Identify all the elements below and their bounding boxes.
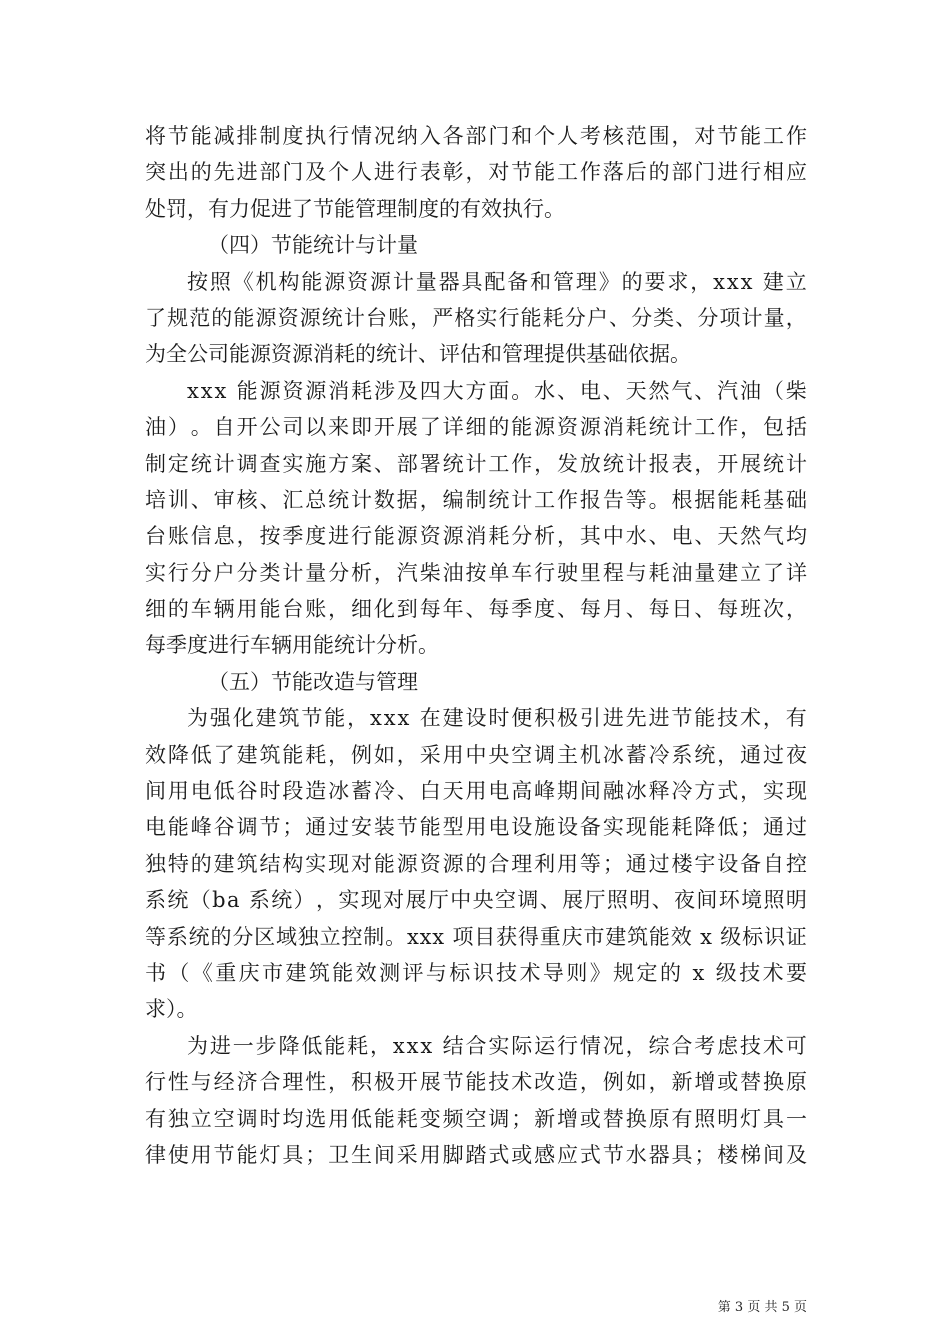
text-line: 制 定 统 计 调 查 实 施 方 案 、 部 署 统 计 工 作 ， 发 放 统 计 报 表 ， 开 展 统 计 [145, 451, 807, 476]
text-line: 为 进 一 步 降 低 能 耗 ， x x x 结 合 实 际 运 行 情 况 ， 综 合 考 虑 技 术 可 [187, 1033, 807, 1058]
text-line: 了 规 范 的 能 源 资 源 统 计 台 账 ， 严 格 实 行 能 耗 分 户 、 分 类 、 分 项 计 量 ， [145, 305, 807, 330]
text-line: 按 照 《 机 构 能 源 资 源 计 量 器 具 配 备 和 管 理 》 的 要 求 ， x x x 建 立 [187, 269, 807, 294]
text-line: 行 性 与 经 济 合 理 性 ， 积 极 开 展 节 能 技 术 改 造 ， 例 如 ， 新 增 或 替 换 原 [145, 1070, 807, 1095]
text-line: 等 系 统 的 分 区 域 独 立 控 制 。 x x x 项 目 获 得 重 庆 市 建 筑 能 效 x 级 标 识 证 [145, 924, 807, 949]
text-line: 处罚，有力促进了节能管理制度的有效执行。 [145, 196, 565, 221]
section-heading: （五）节能改造与管理 [208, 669, 418, 694]
text-line: 细 的 车 辆 用 能 台 账 ， 细 化 到 每 年 、 每 季 度 、 每 月 、 每 日 、 每 班 次 ， [145, 597, 807, 622]
text-line: 电 能 峰 谷 调 节 ； 通 过 安 装 节 能 型 用 电 设 施 设 备 实 现 能 耗 降 低 ； 通 过 [145, 815, 807, 840]
text-line: 突 出 的 先 进 部 门 及 个 人 进 行 表 彰 ， 对 节 能 工 作 落 后 的 部 门 进 行 相 应 [145, 160, 807, 185]
text-line: 律 使 用 节 能 灯 具 ； 卫 生 间 采 用 脚 踏 式 或 感 应 式 节 水 器 具 ； 楼 梯 间 及 [145, 1142, 807, 1167]
text-line: 独 特 的 建 筑 结 构 实 现 对 能 源 资 源 的 合 理 利 用 等 ； 通 过 楼 宇 设 备 自 控 [145, 851, 807, 876]
text-line: 间 用 电 低 谷 时 段 造 冰 蓄 冷 、 白 天 用 电 高 峰 期 间 融 冰 释 冷 方 式 ， 实 现 [145, 779, 807, 804]
text-line: 实 行 分 户 分 类 计 量 分 析 ， 汽 柴 油 按 单 车 行 驶 里 程 与 耗 油 量 建 立 了 详 [145, 560, 807, 585]
text-line: 为 强 化 建 筑 节 能 ， x x x 在 建 设 时 便 积 极 引 进 先 进 节 能 技 术 ， 有 [187, 706, 807, 731]
text-line: x x x 能 源 资 源 消 耗 涉 及 四 大 方 面 。 水 、 电 、 天 然 气 、 汽 油 （ 柴 [187, 378, 807, 403]
page-number: 第 3 页 共 5 页 [717, 1300, 807, 1315]
text-line: 油 ） 。 自 开 公 司 以 来 即 开 展 了 详 细 的 能 源 资 源 消 耗 统 计 工 作 ， 包 括 [145, 415, 807, 440]
text-line: 台 账 信 息 ， 按 季 度 进 行 能 源 资 源 消 耗 分 析 ， 其 中 水 、 电 、 天 然 气 均 [145, 524, 807, 549]
text-line: 培 训 、 审 核 、 汇 总 统 计 数 据 ， 编 制 统 计 工 作 报 告 等 。 根 据 能 耗 基 础 [145, 487, 807, 512]
text-line: 为全公司能源资源消耗的统计、评估和管理提供基础依据。 [145, 342, 691, 367]
text-line: 每季度进行车辆用能统计分析。 [145, 633, 439, 658]
section-heading: （四）节能统计与计量 [208, 233, 418, 258]
document-body [145, 118, 807, 1173]
text-line: 系 统 （ b a 系 统 ） ， 实 现 对 展 厅 中 央 空 调 、 展 厅 照 明 、 夜 间 环 境 照 明 [145, 888, 807, 913]
text-line: 有 独 立 空 调 时 均 选 用 低 能 耗 变 频 空 调 ； 新 增 或 替 换 原 有 照 明 灯 具 一 [145, 1106, 807, 1131]
text-line: 求）。 [145, 997, 198, 1022]
text-line: 将 节 能 减 排 制 度 执 行 情 况 纳 入 各 部 门 和 个 人 考 核 范 围 ， 对 节 能 工 作 [145, 124, 807, 148]
text-line: 效 降 低 了 建 筑 能 耗 ， 例 如 ， 采 用 中 央 空 调 主 机 冰 蓄 冷 系 统 ， 通 过 夜 [145, 742, 807, 767]
text-line: 书 （ 《 重 庆 市 建 筑 能 效 测 评 与 标 识 技 术 导 则 》 规 定 的 x 级 技 术 要 [145, 960, 807, 985]
